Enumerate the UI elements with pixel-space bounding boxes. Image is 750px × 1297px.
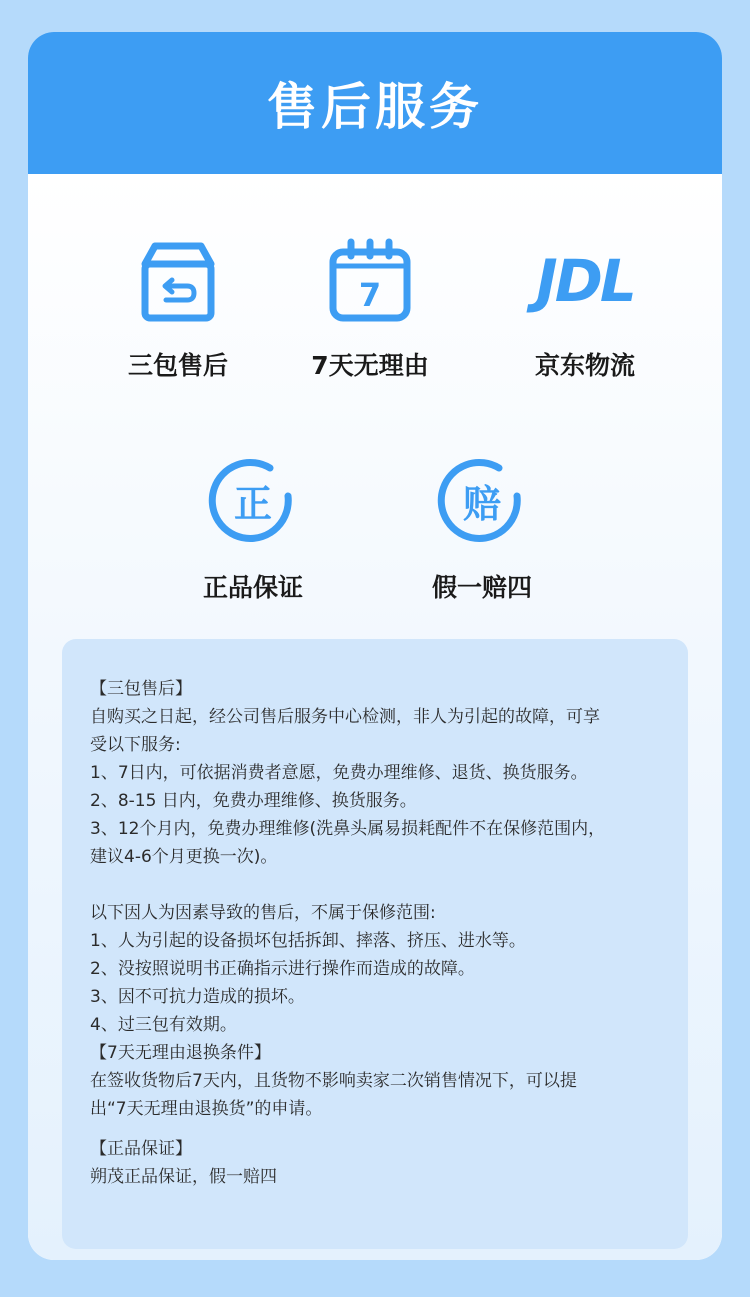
svg-text:正: 正 — [233, 482, 273, 526]
service-label: 7天无理由 — [311, 351, 429, 380]
genuine-circle-icon — [208, 458, 298, 548]
policy-line: 2、8-15 日内，免费办理维修、换货服务。 — [90, 791, 417, 811]
policy-panel — [62, 639, 688, 1249]
after-sales-card — [28, 32, 722, 1260]
policy-line: 3、因不可抗力造成的损坏。 — [90, 987, 305, 1007]
policy-line: 建议4-6个月更换一次)。 — [90, 847, 278, 867]
svg-text:7: 7 — [358, 276, 382, 314]
service-genuine — [143, 458, 363, 604]
service-label: 假一赔四 — [431, 573, 532, 602]
compensate-circle-icon — [437, 458, 527, 548]
page-title: 售后服务 — [267, 78, 483, 136]
box-return-icon — [135, 238, 221, 324]
service-label: 三包售后 — [127, 351, 228, 380]
policy-line: 2、没按照说明书正确指示进行操作而造成的故障。 — [90, 959, 475, 979]
service-label: 正品保证 — [202, 573, 303, 602]
policy-line: 3、12个月内，免费办理维修(洗鼻头属易损耗配件不在保修范围内， — [90, 819, 606, 839]
policy-line: 1、7日内，可依据消费者意愿，免费办理维修、退货、换货服务。 — [90, 763, 588, 783]
policy-line: 1、人为引起的设备损坏包括拆卸、摔落、挤压、进水等。 — [90, 931, 526, 951]
service-7-days — [260, 236, 480, 382]
policy-line: 在签收货物后7天内，且货物不影响卖家二次销售情况下，可以提 — [90, 1071, 577, 1091]
service-compensate — [372, 458, 592, 604]
section-title-7-days: 【7天无理由退换条件】 — [90, 1043, 271, 1063]
calendar-7-icon — [327, 238, 413, 324]
section-title-exclusion: 以下因人为因素导致的售后，不属于保修范围: — [90, 903, 436, 923]
service-label: 京东物流 — [534, 351, 635, 380]
policy-line: 受以下服务: — [90, 735, 181, 755]
card-body — [28, 174, 722, 1260]
policy-line: 4、过三包有效期。 — [90, 1015, 237, 1035]
section-title-genuine: 【正品保证】 — [90, 1139, 192, 1159]
policy-line: 自购买之日起，经公司售后服务中心检测，非人为引起的故障，可享 — [90, 707, 600, 727]
service-jdl — [475, 236, 695, 382]
svg-text:赔: 赔 — [462, 482, 502, 526]
policy-line: 朔茂正品保证，假一赔四 — [90, 1167, 277, 1187]
header-banner — [28, 32, 722, 174]
section-title-sanbao: 【三包售后】 — [90, 679, 192, 699]
service-sanbao — [68, 236, 288, 382]
jdl-logo: JDL — [536, 247, 634, 315]
policy-line: 出“7天无理由退换货”的申请。 — [90, 1099, 323, 1119]
